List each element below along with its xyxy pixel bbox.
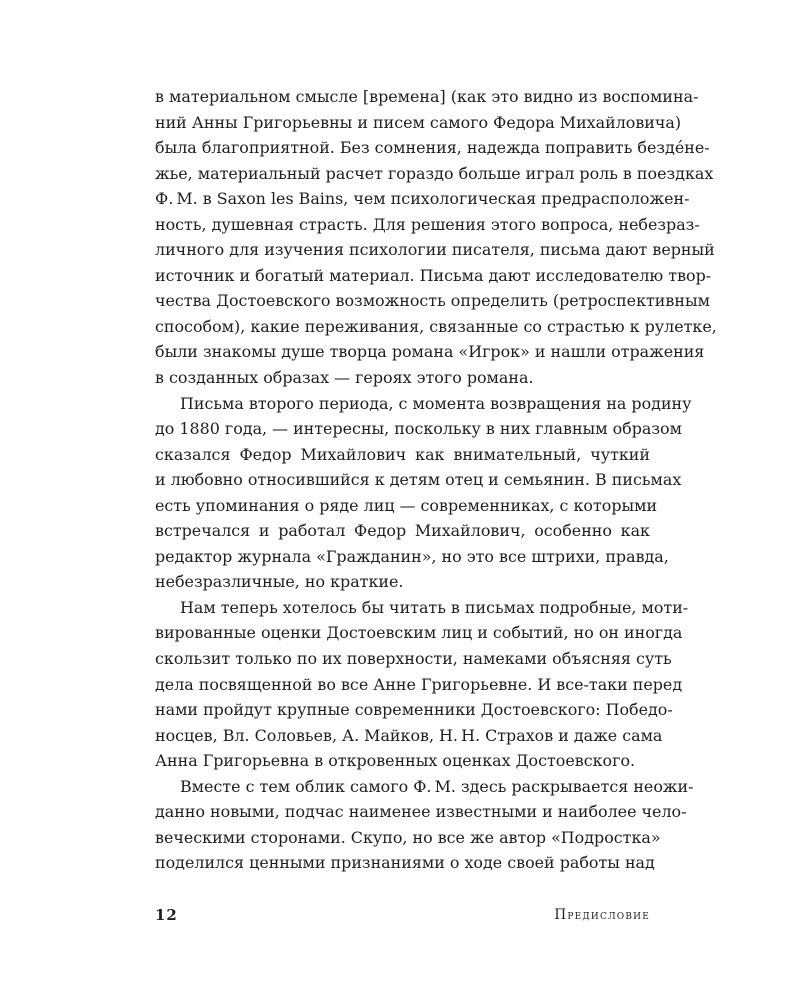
text-line: данно новыми, подчас наименее известными и наиболее чело-	[155, 802, 687, 822]
text-line: скользит только по их поверхности, намеками объясняя суть	[155, 649, 672, 669]
text-line: дела посвященной во все Анне Григорьевне. И все-таки перед	[155, 674, 683, 694]
text-line: была благоприятной. Без сомнения, надежда поправить безде́не-	[155, 138, 710, 158]
text-line: и любовно относившийся к детям отец и семьянин. В письмах	[155, 470, 682, 490]
text-line: носцев, Вл. Соловьев, А. Майков, Н. Н. Страхов и даже сама	[155, 725, 663, 745]
text-line: источник и богатый материал. Письма дают исследователю твор-	[155, 265, 712, 285]
text-line: ность, душевная страсть. Для решения этого вопроса, небезраз-	[155, 214, 700, 234]
text-line: в материальном смысле [времена] (как это видно из воспомина-	[155, 87, 699, 106]
page-number: 12	[155, 906, 178, 924]
paragraph-first-line: Вместе с тем облик самого Ф. М. здесь раскрывается неожи-	[180, 776, 694, 796]
text-line: редактор журнала «Гражданин», но это все штрихи, правда,	[155, 546, 669, 566]
paragraph-first-line: Нам теперь хотелось бы читать в письмах подробные, моти-	[180, 597, 689, 617]
text-line: жье, материальный расчет гораздо больше играл роль в поездках	[155, 163, 714, 183]
text-line: в созданных образах — героях этого романа.	[155, 368, 534, 388]
text-line: Анна Григорьевна в откровенных оценках Достоевского.	[155, 751, 636, 771]
text-line: личного для изучения психологии писателя, письма дают верный	[155, 240, 715, 260]
running-head: Предисловие	[554, 907, 650, 923]
text-line: были знакомы душе творца романа «Игрок» и нашли отражения	[155, 342, 705, 362]
text-line: сказался Федор Михайлович как внимательный, чуткий	[155, 444, 650, 464]
paragraph-first-line: Письма второго периода, с момента возвращения на родину	[180, 393, 692, 413]
page-footer	[155, 906, 650, 930]
text-line: ний Анны Григорьевны и писем самого Федора Михайловича)	[155, 112, 682, 132]
text-line: до 1880 года, — интересны, поскольку в них главным образом	[155, 419, 682, 439]
text-line: способом), какие переживания, связанные со страстью к рулетке,	[155, 316, 717, 336]
text-line: поделился ценными признаниями о ходе своей работы над	[155, 853, 655, 873]
text-line: чества Достоевского возможность определить (ретроспективным	[155, 291, 710, 311]
text-line: вированные оценки Достоевским лиц и событий, но он иногда	[155, 623, 683, 643]
body-text	[155, 84, 717, 876]
text-line: веческими сторонами. Скупо, но все же автор «Подростка»	[155, 827, 661, 847]
text-line: встречался и работал Федор Михайлович, особенно как	[155, 521, 650, 541]
text-line: Ф. М. в Saxon les Bains, чем психологическая предрасположен-	[155, 189, 690, 209]
text-line: небезразличные, но краткие.	[155, 572, 404, 592]
text-line: нами пройдут крупные современники Достоевского: Победо-	[155, 700, 673, 720]
text-line: есть упоминания о ряде лиц — современниках, с которыми	[155, 495, 658, 515]
